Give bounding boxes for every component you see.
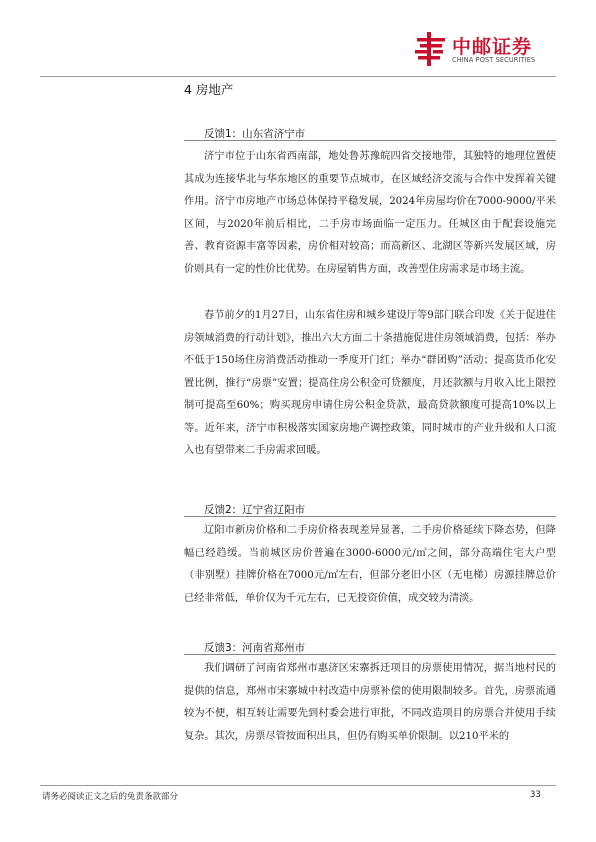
feedback-2-paragraph-1: 辽阳市新房价格和二手房价格表现差异显著，二手房价格延续下降态势，但降幅已经趋缓。当前城区房价普遍在3000-6000元/㎡之间，部分高端住宅大户型（非别墅）挂牌价格在7000元/㎡左右，但部分老旧小区（无电梯）房源挂牌总价已经非常低，单价仅为千元左右，已无投资价值，成交较为清淡。 [184,525,556,604]
brand-name-english: CHINA POST SECURITIES [452,56,536,64]
china-post-logo-icon [414,31,448,67]
feedback-1-paragraph-1: 济宁市位于山东省西南部，地处鲁苏豫皖四省交接地带，其独特的地理位置使其成为连接华北与华东地区的重要节点城市，在区域经济交流与合作中发挥着关键作用。济宁市房地产市场总体保持平稳发展，2024年房屋均价在7000-9000/平米区间，与2020年前后相比，二手房市场面临一定压力。任城区由于配套设施完善、教育资源丰富等因素，房价相对较高；而高新区、北湖区等新兴发展区域，房价则具有一定的性价比优势。在房屋销售方面，改善型住房需求是市场主流。 [184,151,556,275]
header-divider [40,76,556,77]
company-logo [414,31,554,73]
section-title: 4 房地产 [184,82,234,97]
feedback-label-3: 反馈3：河南省郑州市 [204,642,306,654]
footer-divider [40,785,556,786]
feedback-divider-3 [184,654,556,655]
feedback-label-1: 反馈1：山东省济宁市 [204,128,306,140]
feedback-divider-1 [184,140,556,141]
feedback-3-paragraph-1: 我们调研了河南省郑州市惠济区宋寨拆迁项目的房票使用情况，据当地村民的提供的信息，郑州市宋寨城中村改造中房票补偿的使用限制较多。首先，房票流通较为不便，相互转让需要先到村委会进行审批，不同改造项目的房票合并使用手续复杂。其次，房票尽管按面积出具，但仍有购买单价限制。以210平米的 [184,663,556,742]
feedback-divider-2 [184,516,556,517]
brand-name-chinese: 中邮证券 [452,36,533,58]
page-number: 33 [530,790,541,800]
feedback-1-paragraph-2: 春节前夕的1月27日，山东省住房和城乡建设厅等9部门联合印发《关于促进住房领域消费的行动计划》，推出六大方面二十条措施促进住房领域消费，包括：举办不低于150场住房消费活动推动一季度开门红；举办“群团购”活动；提高货币化安置比例，推行“房票”安置；提高住房公积金可贷额度，月还款额与月收入比上限控制可提高至60%；购买现房申请住房公积金贷款，最高贷款额度可提高10%以上等。近年来，济宁市积极落实国家房地产调控政策，同时城市的产业升级和人口流入也有望带来二手房需求回暖。 [184,310,556,456]
feedback-label-2: 反馈2：辽宁省辽阳市 [204,504,306,516]
footer-disclaimer: 请务必阅读正文之后的免责条款部分 [42,792,179,802]
